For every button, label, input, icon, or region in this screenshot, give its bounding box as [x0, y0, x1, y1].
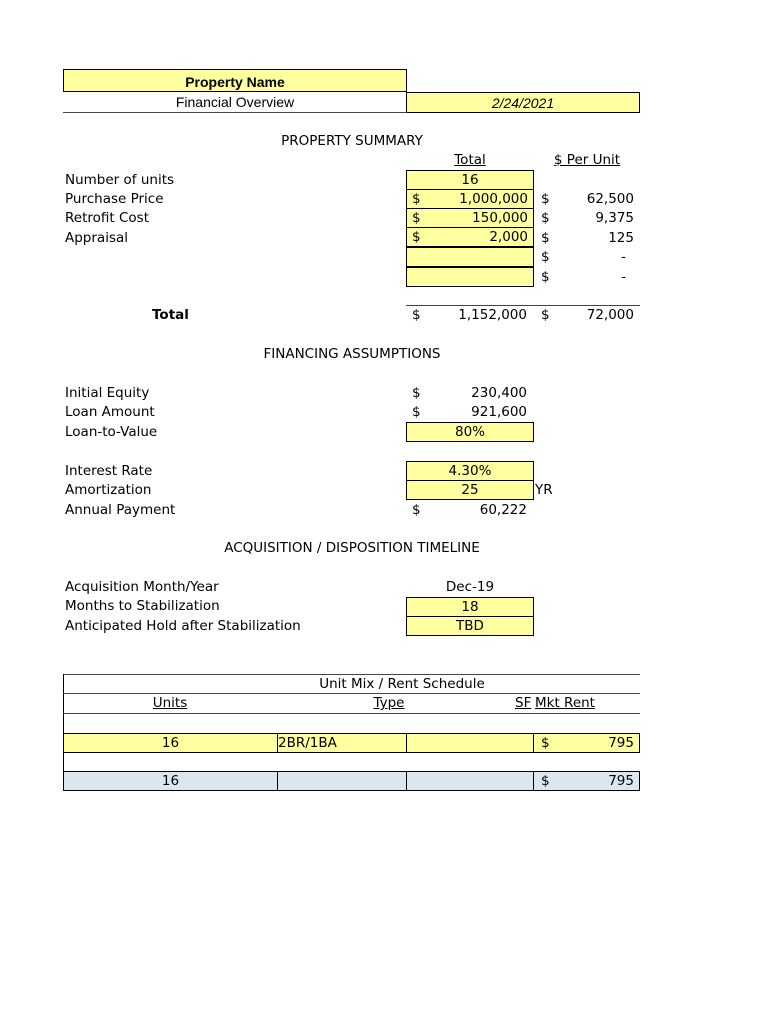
appraisal-currency: $ — [412, 229, 421, 245]
purchase-price-pu-currency: $ — [541, 191, 550, 207]
property-summary-title: PROPERTY SUMMARY — [281, 133, 423, 149]
purchase-price-per-unit: 62,500 — [586, 191, 634, 207]
empty-row-1-pu-currency: $ — [541, 249, 550, 265]
label-loan-to-value: Loan-to-Value — [65, 424, 158, 440]
annual-payment-value: 60,222 — [479, 502, 527, 518]
unit-total-units: 16 — [161, 773, 180, 789]
interest-rate-value: 4.30% — [448, 463, 492, 479]
months-to-stabilization-cell[interactable] — [406, 597, 534, 617]
appraisal-value: 2,000 — [489, 229, 528, 245]
summary-total-per-unit: 72,000 — [586, 307, 634, 323]
appraisal-pu-currency: $ — [541, 230, 550, 246]
label-acquisition-month: Acquisition Month/Year — [65, 579, 219, 595]
label-appraisal: Appraisal — [65, 230, 129, 246]
purchase-price-cell[interactable] — [406, 189, 534, 209]
unit-mix-title-divider — [63, 693, 640, 694]
unit-row-rent-currency: $ — [541, 735, 550, 751]
empty-input-cell-1[interactable] — [406, 247, 534, 267]
retrofit-cost-pu-currency: $ — [541, 210, 550, 226]
anticipated-hold-cell[interactable] — [406, 616, 534, 636]
empty-row-1-per-unit: - — [621, 249, 626, 265]
financial-overview-cell — [63, 92, 407, 112]
loan-to-value-value: 80% — [454, 424, 485, 440]
col-mkt-rent-header: Mkt Rent — [535, 695, 595, 711]
summary-total-pu-currency: $ — [541, 307, 550, 323]
unit-mix-header-divider — [63, 713, 640, 714]
report-date: 2/24/2021 — [491, 95, 555, 111]
unit-row-units: 16 — [161, 735, 180, 751]
amortization-value: 25 — [461, 482, 479, 498]
label-amortization: Amortization — [65, 482, 152, 498]
financial-overview-label: Financial Overview — [175, 94, 295, 110]
property-name: Property Name — [185, 74, 285, 90]
loan-to-value-cell[interactable] — [406, 422, 534, 442]
retrofit-cost-per-unit: 9,375 — [595, 210, 634, 226]
loan-amount-value: 921,600 — [471, 404, 527, 420]
financing-title: FINANCING ASSUMPTIONS — [263, 346, 441, 362]
summary-total-currency: $ — [412, 307, 421, 323]
interest-rate-cell[interactable] — [406, 461, 534, 481]
purchase-price-currency: $ — [412, 191, 421, 207]
label-loan-amount: Loan Amount — [65, 404, 155, 420]
anticipated-hold-value: TBD — [456, 618, 484, 634]
summary-total-value: 1,152,000 — [458, 307, 527, 323]
date-cell[interactable] — [406, 92, 640, 113]
label-annual-payment: Annual Payment — [65, 502, 176, 518]
appraisal-cell[interactable] — [406, 227, 534, 247]
label-number-of-units: Number of units — [65, 172, 175, 188]
timeline-title: ACQUISITION / DISPOSITION TIMELINE — [224, 540, 480, 556]
unit-total-rent-currency: $ — [541, 773, 550, 789]
col-units-header: Units — [152, 695, 188, 711]
acquisition-month-value: Dec-19 — [445, 579, 495, 595]
amortization-unit: YR — [535, 482, 553, 498]
number-of-units-value: 16 — [461, 172, 479, 188]
retrofit-cost-currency: $ — [412, 210, 421, 226]
appraisal-per-unit: 125 — [608, 230, 634, 246]
col-total-header: Total — [454, 152, 486, 168]
unit-mix-title: Unit Mix / Rent Schedule — [319, 676, 485, 692]
loan-amount-currency: $ — [412, 404, 421, 420]
label-initial-equity: Initial Equity — [65, 385, 150, 401]
col-per-unit-header: $ Per Unit — [553, 152, 621, 168]
months-to-stabilization-value: 18 — [461, 599, 479, 615]
label-anticipated-hold: Anticipated Hold after Stabilization — [65, 618, 301, 634]
property-name-cell[interactable] — [63, 69, 407, 92]
summary-total-divider — [406, 305, 640, 306]
label-retrofit-cost: Retrofit Cost — [65, 210, 149, 226]
unit-total-sf-cell — [406, 771, 534, 791]
label-interest-rate: Interest Rate — [65, 463, 153, 479]
unit-row-type-cell[interactable] — [277, 733, 407, 753]
amortization-cell[interactable] — [406, 480, 534, 500]
unit-total-type-cell — [277, 771, 407, 791]
annual-payment-currency: $ — [412, 502, 421, 518]
initial-equity-currency: $ — [412, 385, 421, 401]
retrofit-cost-value: 150,000 — [472, 210, 528, 226]
header-divider — [63, 112, 407, 113]
retrofit-cost-cell[interactable] — [406, 208, 534, 228]
col-type-header: Type — [373, 695, 405, 711]
unit-row-units-cell[interactable] — [63, 733, 278, 753]
purchase-price-value: 1,000,000 — [459, 191, 528, 207]
empty-input-cell-2[interactable] — [406, 267, 534, 287]
unit-row-sf-cell[interactable] — [406, 733, 534, 753]
label-purchase-price: Purchase Price — [65, 191, 164, 207]
col-sf-header: SF — [515, 695, 532, 711]
empty-row-2-pu-currency: $ — [541, 269, 550, 285]
unit-total-rent-cell — [533, 771, 640, 791]
label-months-to-stabilization: Months to Stabilization — [65, 598, 220, 614]
initial-equity-value: 230,400 — [471, 385, 527, 401]
unit-mix-top-border — [63, 674, 640, 675]
number-of-units-cell[interactable] — [406, 170, 534, 190]
summary-total-label: Total — [152, 307, 189, 323]
unit-row-rent-cell[interactable] — [533, 733, 640, 753]
unit-row-rent: 795 — [608, 735, 634, 751]
unit-row-type: 2BR/1BA — [278, 735, 337, 751]
unit-total-rent: 795 — [608, 773, 634, 789]
empty-row-2-per-unit: - — [621, 269, 626, 285]
unit-total-units-cell — [63, 771, 278, 791]
